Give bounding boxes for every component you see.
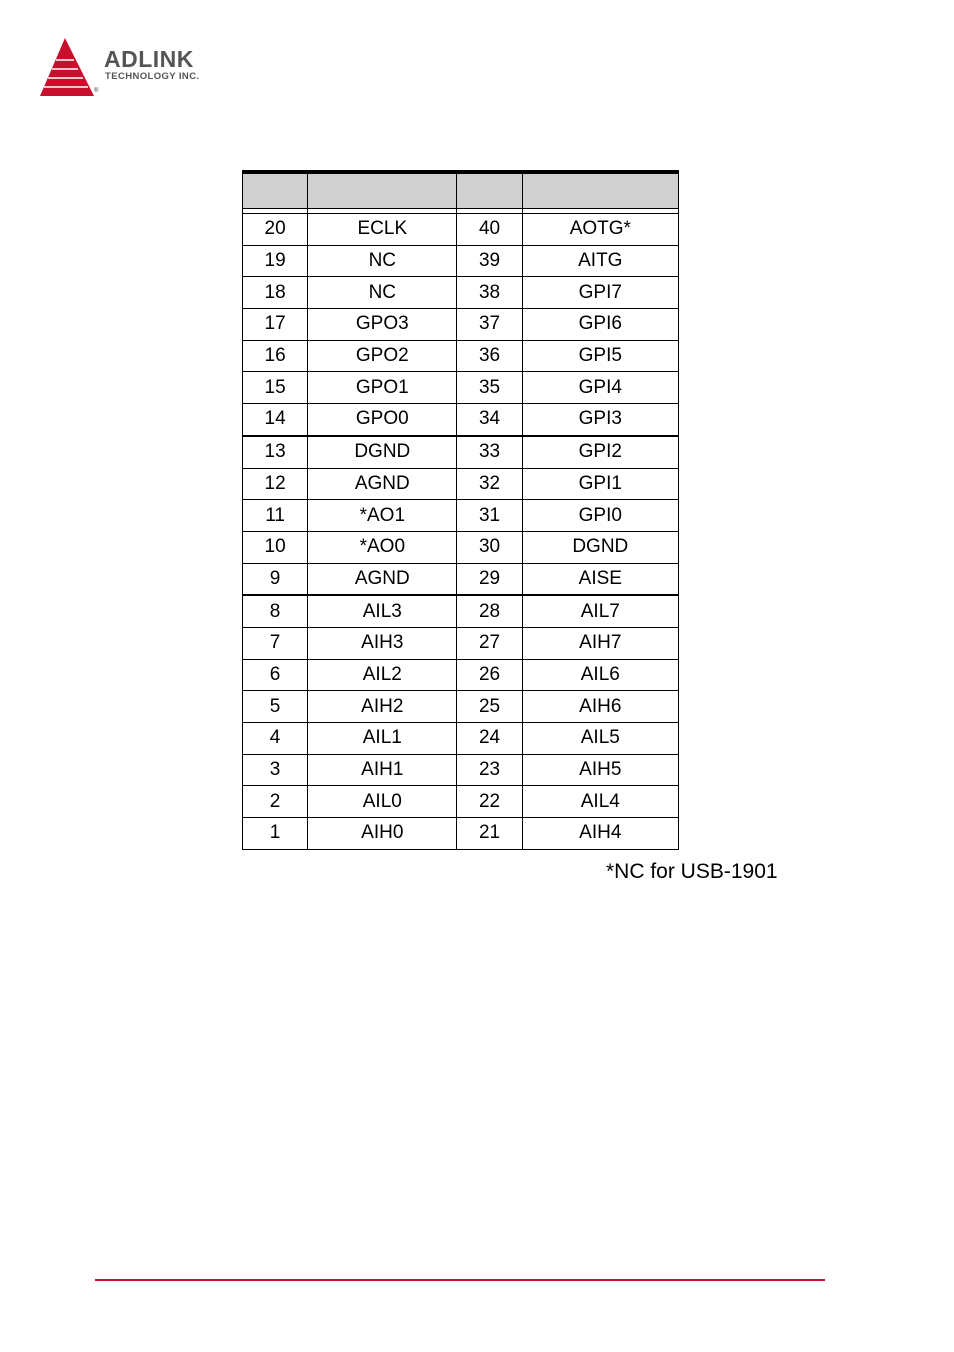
signal-name-cell: AIL0 — [308, 786, 457, 818]
signal-name-cell: GPI0 — [522, 500, 678, 532]
table-row — [243, 468, 679, 500]
pin-number-cell: 39 — [457, 245, 522, 277]
signal-name-cell: DGND — [308, 436, 457, 468]
pin-number-cell: 34 — [457, 404, 522, 436]
table-row — [243, 723, 679, 755]
pin-number-cell: 38 — [457, 277, 522, 309]
signal-name-cell: GPI3 — [522, 404, 678, 436]
signal-name-cell: AIL1 — [308, 723, 457, 755]
pin-number-cell: 37 — [457, 309, 522, 341]
signal-name-cell: NC — [308, 277, 457, 309]
signal-name-cell: AIH6 — [522, 691, 678, 723]
connector-pin-table — [242, 170, 679, 850]
pin-number-cell: 31 — [457, 500, 522, 532]
table-row — [243, 659, 679, 691]
signal-name-cell: ECLK — [308, 214, 457, 246]
pin-number-cell: 25 — [457, 691, 522, 723]
logo-registered-mark: ® — [94, 88, 99, 94]
pin-number-cell: 40 — [457, 214, 522, 246]
table-row — [243, 372, 679, 404]
signal-name-cell: AIL2 — [308, 659, 457, 691]
pin-number-cell: 26 — [457, 659, 522, 691]
table-row — [243, 691, 679, 723]
signal-name-cell: GPO3 — [308, 309, 457, 341]
pin-number-cell: 27 — [457, 627, 522, 659]
pin-number-cell: 28 — [457, 595, 522, 627]
signal-name-cell: AIL6 — [522, 659, 678, 691]
pin-number-cell: 24 — [457, 723, 522, 755]
signal-name-cell: AIH7 — [522, 627, 678, 659]
signal-name-cell: AIH5 — [522, 754, 678, 786]
table-body — [243, 214, 679, 850]
table-row — [243, 309, 679, 341]
table-header-row — [243, 172, 679, 209]
signal-name-cell: DGND — [522, 531, 678, 563]
pin-number-cell: 2 — [243, 786, 308, 818]
pin-number-cell: 5 — [243, 691, 308, 723]
table-row — [243, 404, 679, 436]
pin-number-cell: 7 — [243, 627, 308, 659]
pin-number-cell: 3 — [243, 754, 308, 786]
pin-number-cell: 14 — [243, 404, 308, 436]
signal-name-cell: AIL7 — [522, 595, 678, 627]
pin-number-cell: 4 — [243, 723, 308, 755]
pin-number-cell: 17 — [243, 309, 308, 341]
header-cell — [308, 172, 457, 209]
footer-divider — [95, 1279, 825, 1281]
pin-number-cell: 10 — [243, 531, 308, 563]
signal-name-cell: *AO1 — [308, 500, 457, 532]
pin-number-cell: 35 — [457, 372, 522, 404]
signal-name-cell: AOTG* — [522, 214, 678, 246]
signal-name-cell: AIH2 — [308, 691, 457, 723]
adlink-logo — [38, 36, 238, 100]
pin-number-cell: 15 — [243, 372, 308, 404]
signal-name-cell: AIL3 — [308, 595, 457, 627]
pin-number-cell: 32 — [457, 468, 522, 500]
logo-subtitle: TECHNOLOGY INC. — [105, 71, 200, 82]
pin-number-cell: 30 — [457, 531, 522, 563]
pin-number-cell: 16 — [243, 340, 308, 372]
signal-name-cell: GPI2 — [522, 436, 678, 468]
signal-name-cell: AIH1 — [308, 754, 457, 786]
signal-name-cell: AISE — [522, 563, 678, 595]
signal-name-cell: AIH0 — [308, 818, 457, 850]
pin-number-cell: 19 — [243, 245, 308, 277]
table-row — [243, 818, 679, 850]
adlink-triangle-icon — [38, 36, 98, 98]
logo-name: ADLINK — [104, 46, 194, 72]
header-cell — [243, 172, 308, 209]
signal-name-cell: GPI7 — [522, 277, 678, 309]
signal-name-cell: GPI5 — [522, 340, 678, 372]
signal-name-cell: GPI4 — [522, 372, 678, 404]
pin-number-cell: 23 — [457, 754, 522, 786]
pin-number-cell: 21 — [457, 818, 522, 850]
signal-name-cell: GPO1 — [308, 372, 457, 404]
pin-number-cell: 20 — [243, 214, 308, 246]
pin-number-cell: 22 — [457, 786, 522, 818]
pin-number-cell: 8 — [243, 595, 308, 627]
table-row — [243, 340, 679, 372]
signal-name-cell: NC — [308, 245, 457, 277]
table-row — [243, 245, 679, 277]
table-row — [243, 754, 679, 786]
signal-name-cell: GPI6 — [522, 309, 678, 341]
pin-number-cell: 33 — [457, 436, 522, 468]
pin-number-cell: 11 — [243, 500, 308, 532]
pin-number-cell: 6 — [243, 659, 308, 691]
table-row — [243, 563, 679, 595]
table-row — [243, 214, 679, 246]
pin-number-cell: 36 — [457, 340, 522, 372]
pin-number-cell: 29 — [457, 563, 522, 595]
header-cell — [522, 172, 678, 209]
pin-number-cell: 9 — [243, 563, 308, 595]
signal-name-cell: AIH4 — [522, 818, 678, 850]
table-row — [243, 627, 679, 659]
signal-name-cell: GPO2 — [308, 340, 457, 372]
pin-number-cell: 18 — [243, 277, 308, 309]
signal-name-cell: *AO0 — [308, 531, 457, 563]
pin-number-cell: 12 — [243, 468, 308, 500]
signal-name-cell: AGND — [308, 468, 457, 500]
table-row — [243, 531, 679, 563]
pin-number-cell: 13 — [243, 436, 308, 468]
pin-number-cell: 1 — [243, 818, 308, 850]
table-row — [243, 786, 679, 818]
table-row — [243, 277, 679, 309]
footnote: *NC for USB-1901 — [606, 860, 778, 883]
table-row — [243, 500, 679, 532]
signal-name-cell: GPO0 — [308, 404, 457, 436]
signal-name-cell: AITG — [522, 245, 678, 277]
signal-name-cell: AIH3 — [308, 627, 457, 659]
signal-name-cell: AIL5 — [522, 723, 678, 755]
signal-name-cell: AIL4 — [522, 786, 678, 818]
signal-name-cell: GPI1 — [522, 468, 678, 500]
signal-name-cell: AGND — [308, 563, 457, 595]
header-cell — [457, 172, 522, 209]
table-row — [243, 436, 679, 468]
table-row — [243, 595, 679, 627]
